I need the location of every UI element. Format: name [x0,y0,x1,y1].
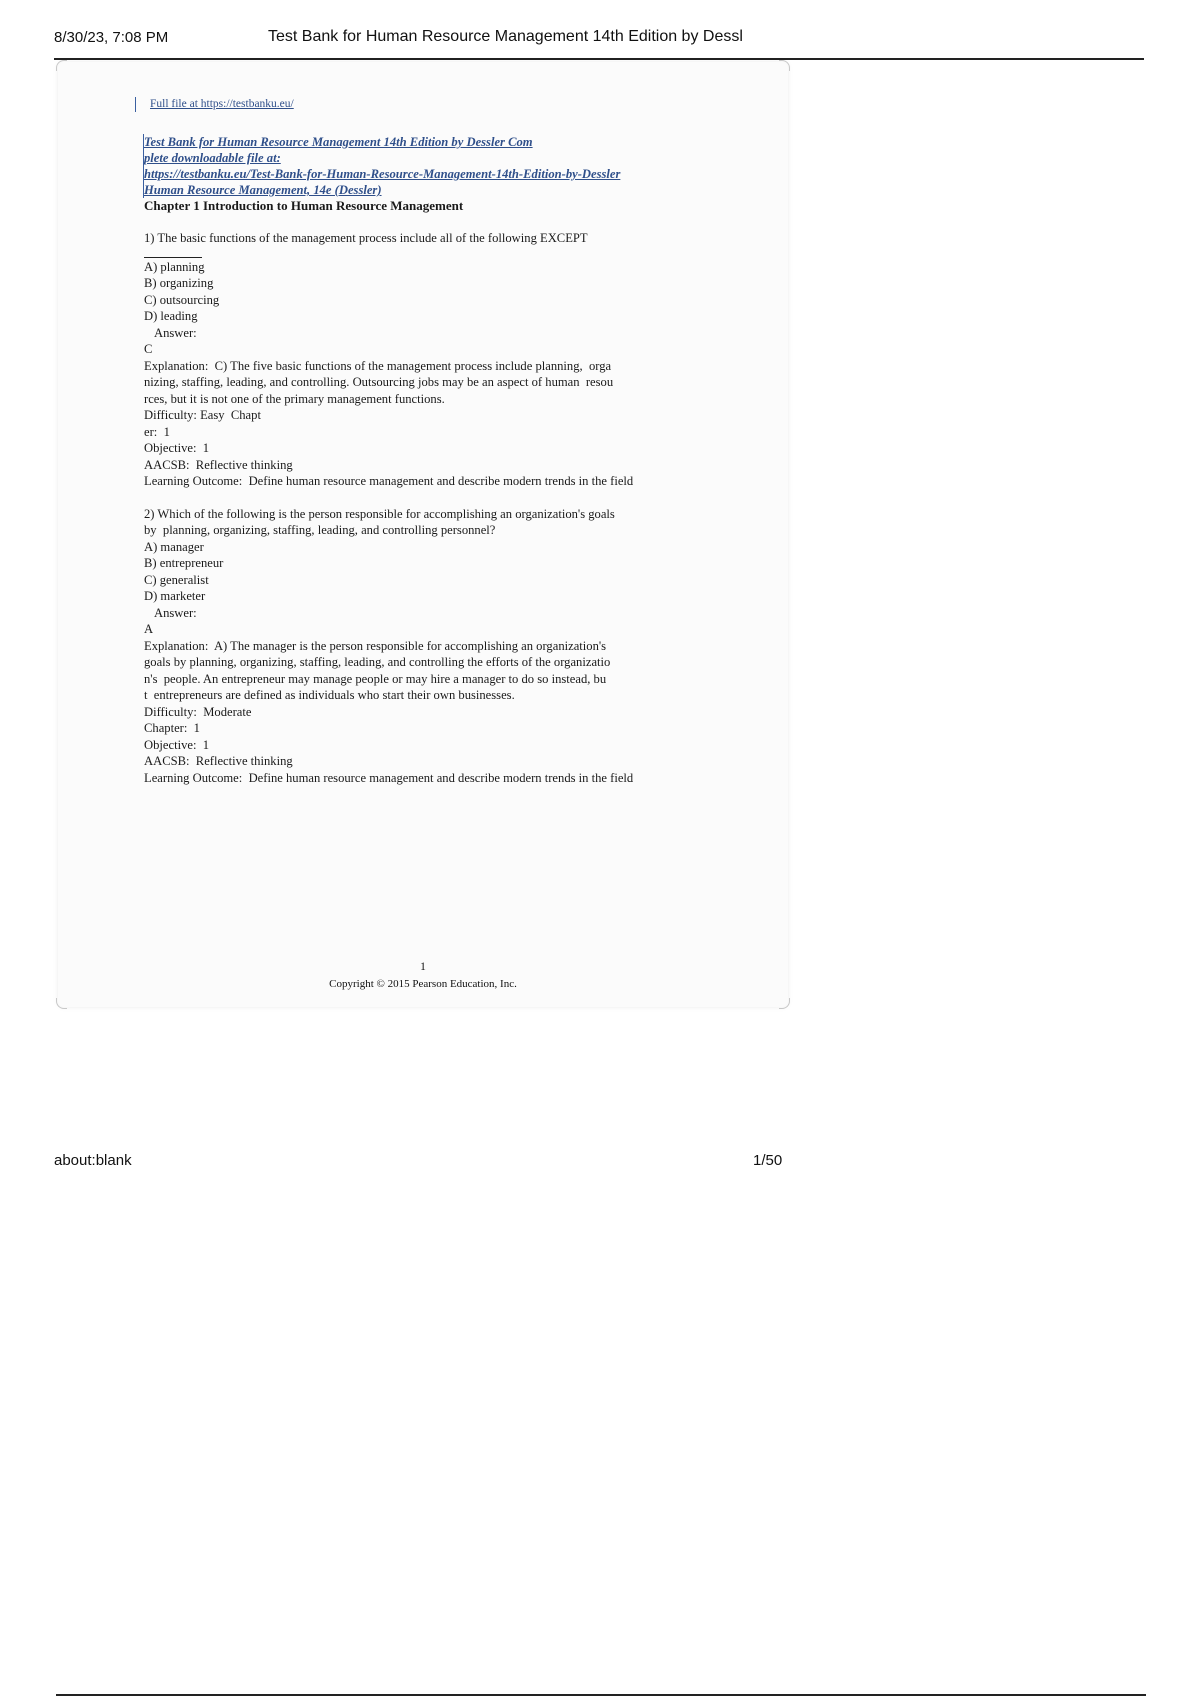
option-a: A) manager [144,539,204,554]
chapter: er: 1 [144,424,170,439]
print-date: 8/30/23, 7:08 PM [54,29,169,46]
bottom-divider [56,1694,1146,1696]
page-corner-bottom-right [779,998,790,1009]
link-line[interactable]: Test Bank for Human Resource Management 14th Edition by Dessler Com [144,135,533,149]
option-a: A) planning [144,259,205,274]
question-stem: 1) The basic functions of the management process include all of the following EXCEPT [144,231,588,245]
answer-value: C [144,342,153,356]
page-number: 1 [420,961,426,973]
explanation-line: rces, but it is not one of the primary management functions. [144,391,445,406]
objective: Objective: 1 [144,441,210,455]
option-c: C) outsourcing [144,292,220,307]
explanation-line: Explanation: C) The five basic functions of the management process include planning, orga [144,358,612,373]
print-title: Test Bank for Human Resource Management 14th Edition by Dessl [268,28,743,45]
explanation-line: goals by planning, organizing, staffing, leading, and controlling the efforts of the organizatio [144,655,611,669]
answer-blank [144,257,202,258]
option-b: B) organizing [144,276,214,290]
option-d: D) leading [144,309,198,323]
print-footer-page-count: 1/50 [753,1152,783,1169]
link-line[interactable]: Human Resource Management, 14e (Dessler) [144,183,382,197]
page-corner-top-left [56,60,67,71]
difficulty: Difficulty: Easy Chapt [144,408,261,422]
chapter: Chapter: 1 [144,721,200,735]
option-b: B) entrepreneur [144,556,224,570]
question-2 [144,506,744,787]
learning-outcome: Learning Outcome: Define human resource management and describe modern trends in the field [144,770,634,785]
link-line[interactable]: https://testbanku.eu/Test-Bank-for-Human-Resource-Management-14th-Edition-by-Dessler [144,167,621,181]
copyright-notice: Copyright © 2015 Pearson Education, Inc. [329,978,517,990]
answer-label: Answer: [154,605,197,620]
question-stem: 2) Which of the following is the person responsible for accomplishing an organization's goals [144,506,615,521]
aacsb: AACSB: Reflective thinking [144,754,293,768]
question-1 [144,230,744,490]
page-corner-top-right [779,60,790,71]
explanation-line: Explanation: A) The manager is the person responsible for accomplishing an organization's [144,638,607,653]
objective: Objective: 1 [144,737,210,752]
answer-label: Answer: [154,325,197,340]
difficulty: Difficulty: Moderate [144,704,252,719]
explanation-line: nizing, staffing, leading, and controlling. Outsourcing jobs may be an aspect of human resou [144,375,614,389]
explanation-line: n's people. An entrepreneur may manage people or may hire a manager to do so instead, bu [144,671,607,686]
option-c: C) generalist [144,572,209,587]
question-stem: by planning, organizing, staffing, leading, and controlling personnel? [144,523,496,537]
link-line[interactable]: plete downloadable file at: [144,151,281,165]
aacsb: AACSB: Reflective thinking [144,457,293,472]
print-footer-url: about:blank [54,1152,132,1169]
document-page [58,62,788,1007]
learning-outcome: Learning Outcome: Define human resource management and describe modern trends in the field [144,474,634,488]
test-bank-link-block[interactable] [143,134,744,198]
answer-value: A [144,622,154,636]
full-file-link[interactable]: Full file at https://testbanku.eu/ [135,97,294,112]
page-corner-bottom-left [56,998,67,1009]
document-body [144,96,744,786]
chapter-title: Chapter 1 Introduction to Human Resource Management [144,198,464,213]
option-d: D) marketer [144,589,206,603]
print-header [54,26,1144,60]
explanation-line: t entrepreneurs are defined as individuals who start their own businesses. [144,688,515,702]
